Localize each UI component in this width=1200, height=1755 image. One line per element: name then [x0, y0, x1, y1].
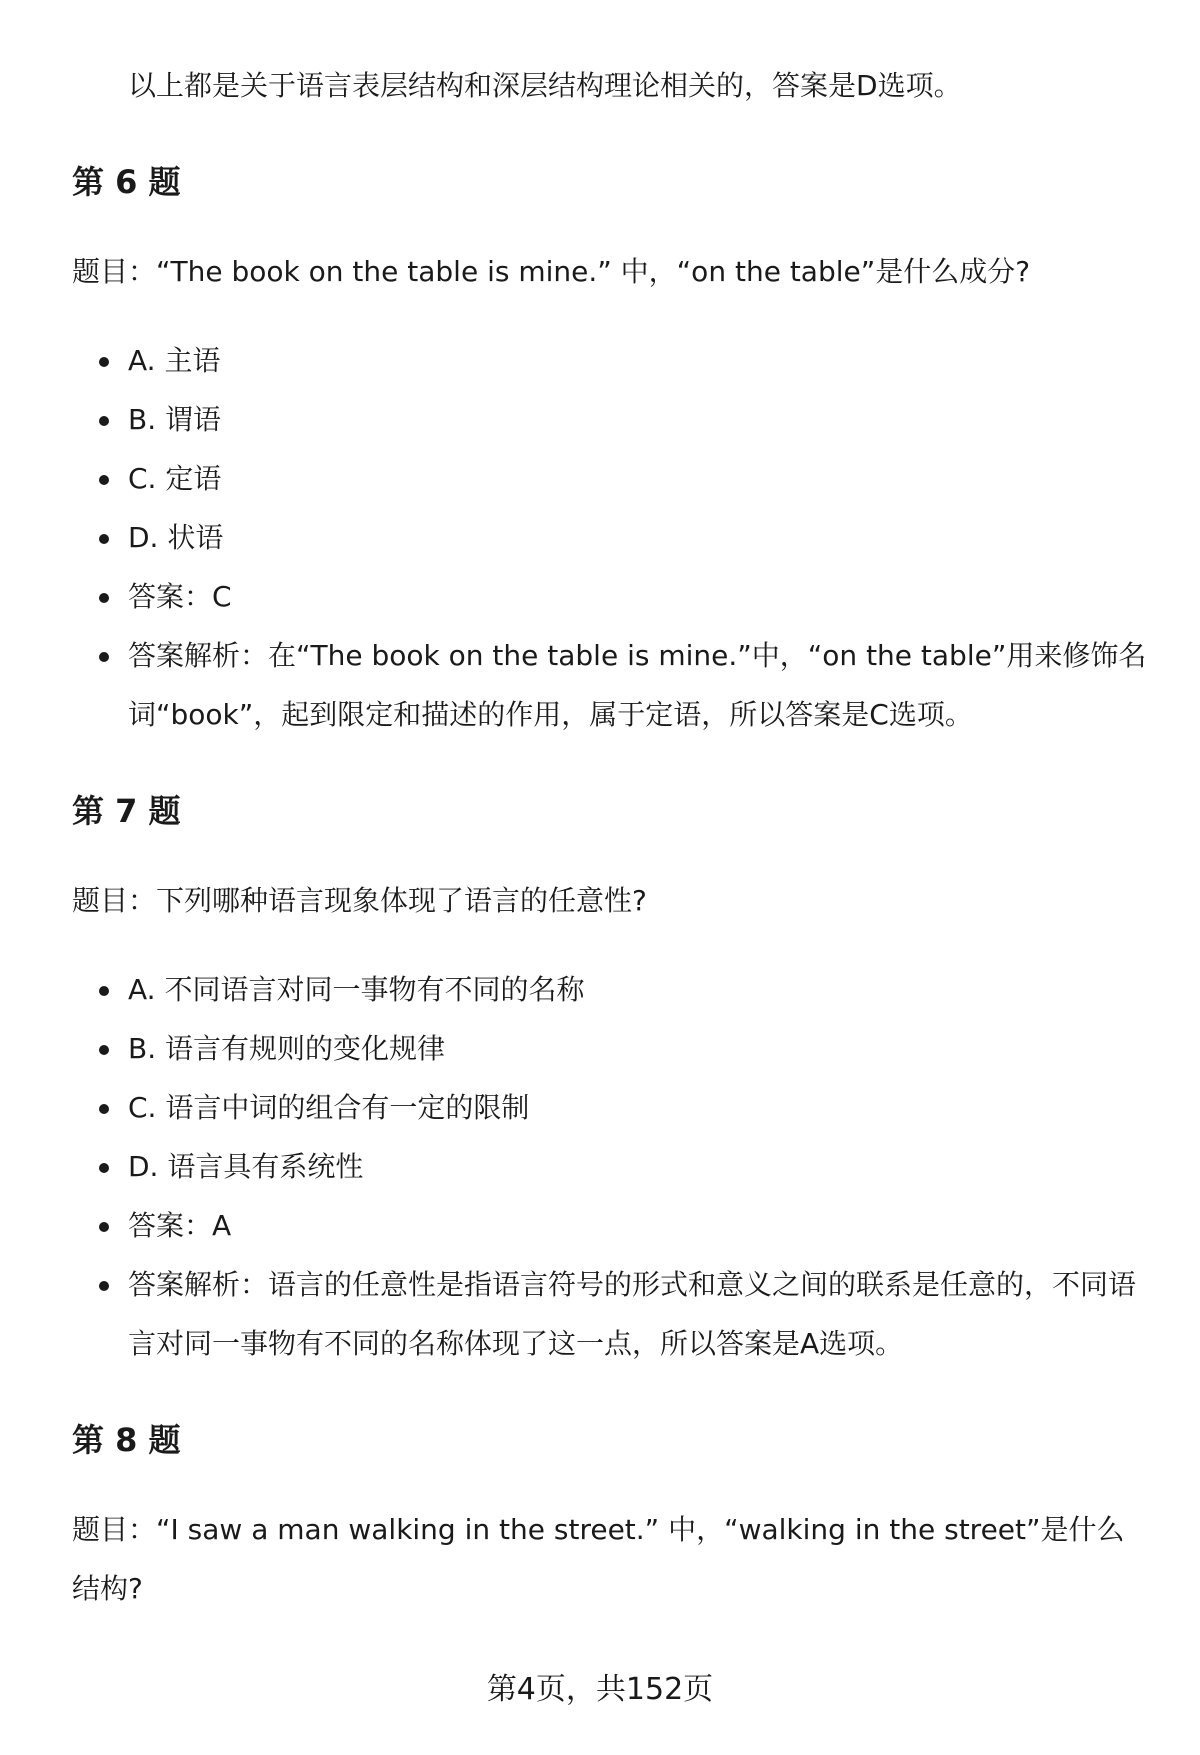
- option-d: D. 状语: [72, 508, 1152, 567]
- option-b: B. 语言有规则的变化规律: [72, 1019, 1152, 1078]
- intro-line: 以上都是关于语言表层结构和深层结构理论相关的，答案是D选项。: [128, 69, 962, 102]
- answer-explanation: 答案解析：语言的任意性是指语言符号的形式和意义之间的联系是任意的，不同语言对同一事物有不同的名称体现了这一点，所以答案是A选项。: [72, 1255, 1152, 1373]
- answer: 答案：A: [72, 1196, 1152, 1255]
- question-title: 第 6 题: [72, 163, 181, 201]
- question-title: 第 7 题: [72, 792, 181, 830]
- question-prompt: 题目：“I saw a man walking in the street.” 中，“walking in the street”是什么结构?: [72, 1513, 1125, 1605]
- option-a: A. 不同语言对同一事物有不同的名称: [72, 960, 1152, 1019]
- page-footer: 第4页，共152页: [486, 1672, 714, 1707]
- option-d: D. 语言具有系统性: [72, 1137, 1152, 1196]
- question-prompt: 题目：下列哪种语言现象体现了语言的任意性?: [72, 884, 647, 917]
- option-c: C. 语言中词的组合有一定的限制: [72, 1078, 1152, 1137]
- question-prompt: 题目：“The book on the table is mine.” 中，“on the table”是什么成分?: [72, 255, 1031, 288]
- question-6: [72, 153, 1152, 744]
- option-c: C. 定语: [72, 449, 1152, 508]
- answer: 答案：C: [72, 567, 1152, 626]
- option-list: [72, 960, 1152, 1373]
- answer-explanation: 答案解析：在“The book on the table is mine.”中，“on the table”用来修饰名词“book”，起到限定和描述的作用，属于定语，所以答案是C选项。: [72, 626, 1152, 744]
- option-b: B. 谓语: [72, 390, 1152, 449]
- question-7: [72, 782, 1152, 1373]
- option-list: [72, 331, 1152, 744]
- question-title: 第 8 题: [72, 1421, 181, 1459]
- page-content: [72, 56, 1152, 1618]
- question-8: [72, 1411, 1152, 1618]
- option-a: A. 主语: [72, 331, 1152, 390]
